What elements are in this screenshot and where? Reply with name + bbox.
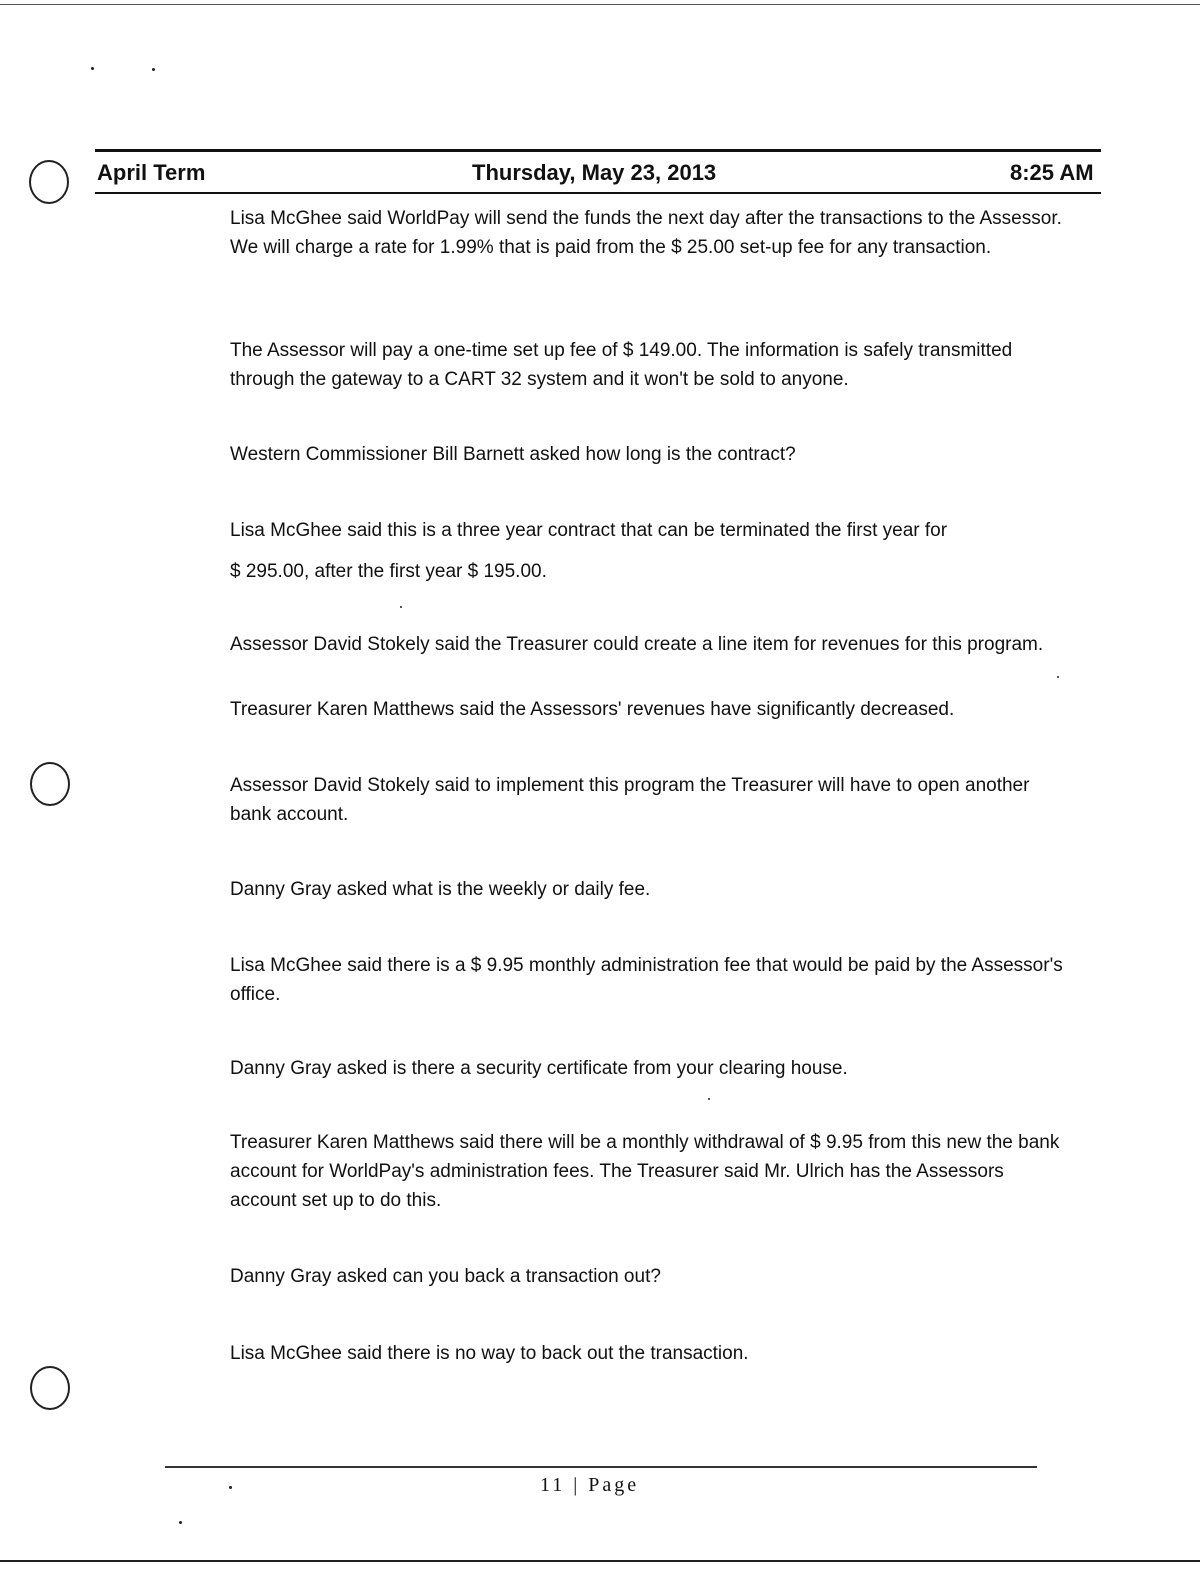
minutes-paragraph: Lisa McGhee said WorldPay will send the funds the next day after the transactions to the Assessor. We will charge a rate for 1.99% that is paid from the $ 25.00 set-up fee for any transaction.	[230, 208, 1062, 258]
scan-edge-top	[0, 4, 1200, 5]
minutes-paragraph: Danny Gray asked can you back a transaction out?	[230, 1266, 661, 1287]
scan-speck	[400, 606, 402, 608]
scan-speck	[179, 1521, 182, 1524]
minutes-paragraph: Assessor David Stokely said the Treasurer could create a line item for revenues for this program.	[230, 634, 1044, 655]
scan-speck	[1057, 676, 1059, 678]
punch-hole-icon	[29, 160, 69, 204]
minutes-paragraph: Lisa McGhee said there is no way to back out the transaction.	[230, 1343, 749, 1364]
header-rule-top	[95, 149, 1101, 152]
scan-edge-bottom	[0, 1560, 1200, 1562]
minutes-paragraph: Danny Gray asked what is the weekly or daily fee.	[230, 879, 651, 900]
minutes-paragraph: The Assessor will pay a one-time set up fee of $ 149.00. The information is safely transmitted through the gateway to a CART 32 system and it won't be sold to anyone.	[230, 340, 1013, 390]
header-date: Thursday, May 23, 2013	[472, 160, 717, 185]
minutes-paragraph: Treasurer Karen Matthews said the Assessors' revenues have significantly decreased.	[230, 699, 955, 720]
minutes-paragraph: Treasurer Karen Matthews said there will be a monthly withdrawal of $ 9.95 from this new the bank account for WorldPay's administration fees. The Treasurer said Mr. Ulrich has the Assessors account set up to do this.	[230, 1132, 1060, 1211]
scan-speck	[152, 68, 155, 71]
minutes-paragraph: Danny Gray asked is there a security certificate from your clearing house.	[230, 1058, 848, 1079]
header-rule-bottom	[95, 192, 1101, 194]
minutes-paragraph: Assessor David Stokely said to implement this program the Treasurer will have to open another bank account.	[230, 775, 1030, 825]
minutes-paragraph: Lisa McGhee said there is a $ 9.95 monthly administration fee that would be paid by the Assessor's office.	[230, 955, 1063, 1005]
header-term: April Term	[97, 160, 206, 185]
scan-speck	[91, 67, 94, 70]
header-time: 8:25 AM	[1010, 160, 1094, 185]
punch-hole-icon	[30, 762, 70, 806]
minutes-paragraph: $ 295.00, after the first year $ 195.00.	[230, 561, 547, 582]
footer-rule	[165, 1466, 1037, 1468]
minutes-paragraph: Lisa McGhee said this is a three year contract that can be terminated the first year for	[230, 520, 948, 541]
minutes-paragraph: Western Commissioner Bill Barnett asked how long is the contract?	[230, 444, 796, 465]
punch-hole-icon	[30, 1366, 70, 1410]
page-number: 11 | Page	[540, 1474, 640, 1496]
scan-speck	[708, 1098, 710, 1100]
scan-speck	[229, 1486, 232, 1489]
